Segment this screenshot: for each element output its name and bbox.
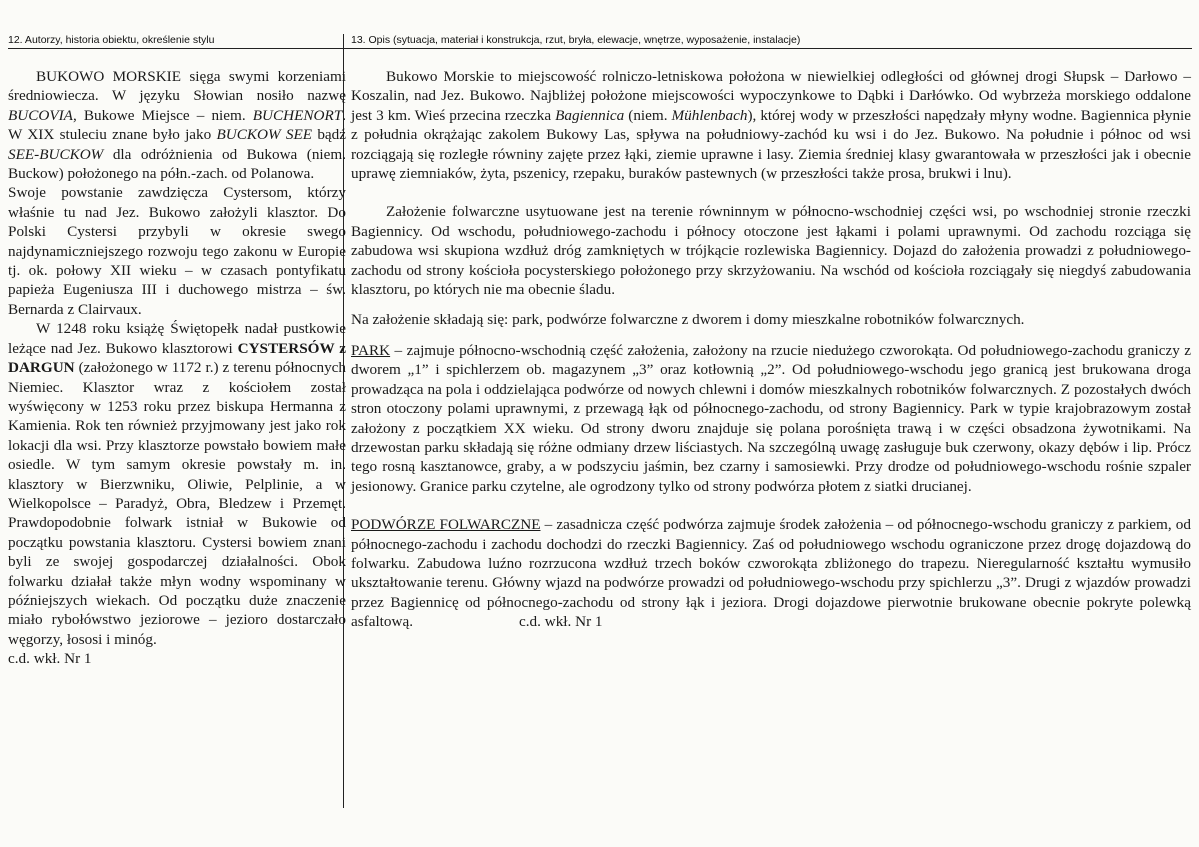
history-column (8, 67, 346, 669)
description-paragraph-1: Bukowo Morskie to miejscowość rolniczo-letniskowa położona w niewielkiej odległości od głównej drogi Słupsk – Darłowo – Koszalin, nad Jez. Bukowo. Najbliżej położone miejscowości wypoczynkowe to Dąbki i Darłówko. Od wybrzeża morskiego oddalone jest 3 km. Wieś przecina rzeczka Bagiennica (niem. Mühlenbach), której wody w przeszłości napędzały młyny wodne. Bagiennica płynie z południa okrążając zakolem Bukowy Las, spływa na południowy-zachód ku wsi i do Jez. Bukowo. Na południe i północ od wsi rozciągają się rozległe równiny zajęte przez łąki, ziemie uprawne i lasy. Ziemia średniej klasy gwarantowała w przeszłości jak i obecnie uprawę ziemniaków, żyta, pszenicy, rzepaku, buraków pastewnych (w przeszłości także prosa, brukwi i lnu). (351, 68, 1191, 183)
courtyard-paragraph: PODWÓRZE FOLWARCZNE – zasadnicza część podwórza zajmuje środek założenia – od północnego-wschodu graniczy z parkiem, od północnego-zachodu i zachodu dochodzi do rzeczki Bagiennicy. Zaś od południowego wschodu ograniczone przez drogę dojazdową do folwarku. Zabudowa luźno rozrzucona wzdłuż trzech boków czworokąta zbliżonego do trapezu. Nieregularność kształtu wymusiło ukształtowanie terenu. Główny wjazd na podwórze prowadzi od południowego-wschodu przy spichlerzu „3”. Drugi z wjazdów prowadzi przez Bagiennicę od północnego-zachodu od strony łąk i jeziora. Drogi dojazdowe pierwotnie brukowane obecnie pokryte polewką asfaltową. c.d. wkł. Nr 1 (351, 516, 1191, 631)
history-paragraph-2: Swoje powstanie zawdzięcza Cystersom, którzy właśnie tu nad Jez. Bukowo założyli klasztor. Do Polski Cystersi przybyli w okresie swego najdynamiczniejszego rozwoju tego zakonu w Europie tj. ok. połowy XII wieku – w czasach pontyfikatu papieża Eugeniusza III i duchowego mistrza – św. Bernarda z Clairvaux. (8, 184, 346, 318)
historic-name: SEE-BUCKOW (8, 145, 104, 163)
history-paragraph-1: BUKOWO MORSKIE sięga swymi korzeniami średniowiecza. W języku Słowian nosiło nazwę BUCOVIA, Bukowe Miejsce – niem. BUCHENORT. W XIX stuleciu znane było jako BUCKOW SEE bądź SEE-BUCKOW dla odróżnienia od Bukowa (niem. Buckow) położonego na półn.-zach. od Polanowa. (8, 68, 347, 183)
history-footer: c.d. wkł. Nr 1 (8, 650, 92, 668)
park-heading: PARK (351, 341, 391, 359)
header-rule (8, 48, 1192, 49)
river-name: Bagiennica (555, 106, 625, 124)
history-paragraph-3: W 1248 roku książę Świętopełk nadał pustkowie leżące nad Jez. Bukowo klasztorowi CYSTERSÓW z DARGUN (założonego w 1172 r.) z terenu północnych Niemiec. Klasztor wraz z kościołem został wyświęcony w 1253 roku przez biskupa Hermanna z Kamienia. Rok ten również przyjmowany jest jako rok lokacji dla wsi. Przy klasztorze powstało bowiem małe osiedle. W tym samym okresie powstały m. in. klasztory w Bierzwniku, Oliwie, Pelplinie, a w Wielkopolsce – Paradyż, Obra, Bledzew i Przemęt. Prawdopodobnie folwark istniał w Bukowie od początku powstania klasztoru. Cystersi bowiem znani byli ze swojej gospodarczej działalności. Obok folwarku działał także młyn wodny wspominany w późniejszych wiekach. Od początku duże znaczenie miało rybołówstwo jeziorowe – jezioro dostarczało węgorzy, łososi i minóg. (8, 320, 346, 648)
park-paragraph: PARK – zajmuje północno-wschodnią część założenia, założony na rzucie niedużego czworokąta. Od południowego-zachodu graniczy z dworem „1” i spichlerzem ob. magazynem „3” oraz kotłownią „2”. Od południowego-wschodu jego granicą jest brukowana droga prowadząca na pola i oddzielająca podwórze od nowych chlewni i domów mieszkalnych robotników folwarcznych. Z pozostałych dwóch stron otoczony polami uprawnymi, z przewagą łąk od północnego-zachodu, od strony Bagiennicy. Park w typie krajobrazowym został założony z początkiem XX wieku. Od strony dworu znajduje się polana porośnięta trawą i w części obsadzona żywotnikami. Na drzewostan parku składają się różne odmiany drzew liściastych. Na szczególną uwagę zasługuje buk czerwony, okazy dębów i lip. Prócz tego rosną kasztanowce, graby, a w podszyciu jaśmin, bez czarny i samosiewki. Przy drodze od południowego-wschodu rośnie szpaler jesionowy. Granice parku czytelne, ale ogrodzony tylko od strony podwórza płotem z siatki drucianej. (351, 341, 1191, 495)
description-paragraph-3: Na założenie składają się: park, podwórze folwarczne z dworem i domy mieszkalne robotników folwarcznych. (351, 311, 1025, 329)
courtyard-heading: PODWÓRZE FOLWARCZNE (351, 516, 541, 534)
section-13-header: 13. Opis (sytuacja, materiał i konstrukcja, rzut, bryła, elewacje, wnętrze, wyposażenie, instalacje) (351, 34, 801, 46)
historic-name: BUCOVIA (8, 106, 73, 124)
description-column (351, 67, 1191, 632)
description-paragraph-2: Założenie folwarczne usytuowane jest na terenie równinnym w północno-wschodniej części wsi, po wschodniej stronie rzeczki Bagiennicy. Od wschodu, południowego-zachodu i północy otoczone jest łąkami i polami uprawnymi. Od zachodu rozciąga się zabudowa wsi skupiona wzdłuż dróg zamkniętych w trójkącie rozlewiska Bagiennicy. Dojazd do założenia prowadzi z południowego-zachodu od strony kościoła pocysterskiego położonego przy skrzyżowaniu. Na wschód od kościoła rozciągały się niegdyś zabudowania klasztoru, po których nie ma obecnie śladu. (351, 203, 1191, 299)
place-name: BUKOWO MORSKIE (36, 68, 182, 85)
order-name: CYSTERSÓW z DARGUN (8, 339, 346, 377)
historic-name: BUCKOW SEE (216, 126, 313, 144)
river-german-name: Mühlenbach (671, 106, 748, 124)
section-12-header: 12. Autorzy, historia obiektu, określenie stylu (8, 34, 215, 46)
description-footer: c.d. wkł. Nr 1 (519, 613, 603, 631)
historic-name: BUCHENORT (252, 106, 343, 124)
